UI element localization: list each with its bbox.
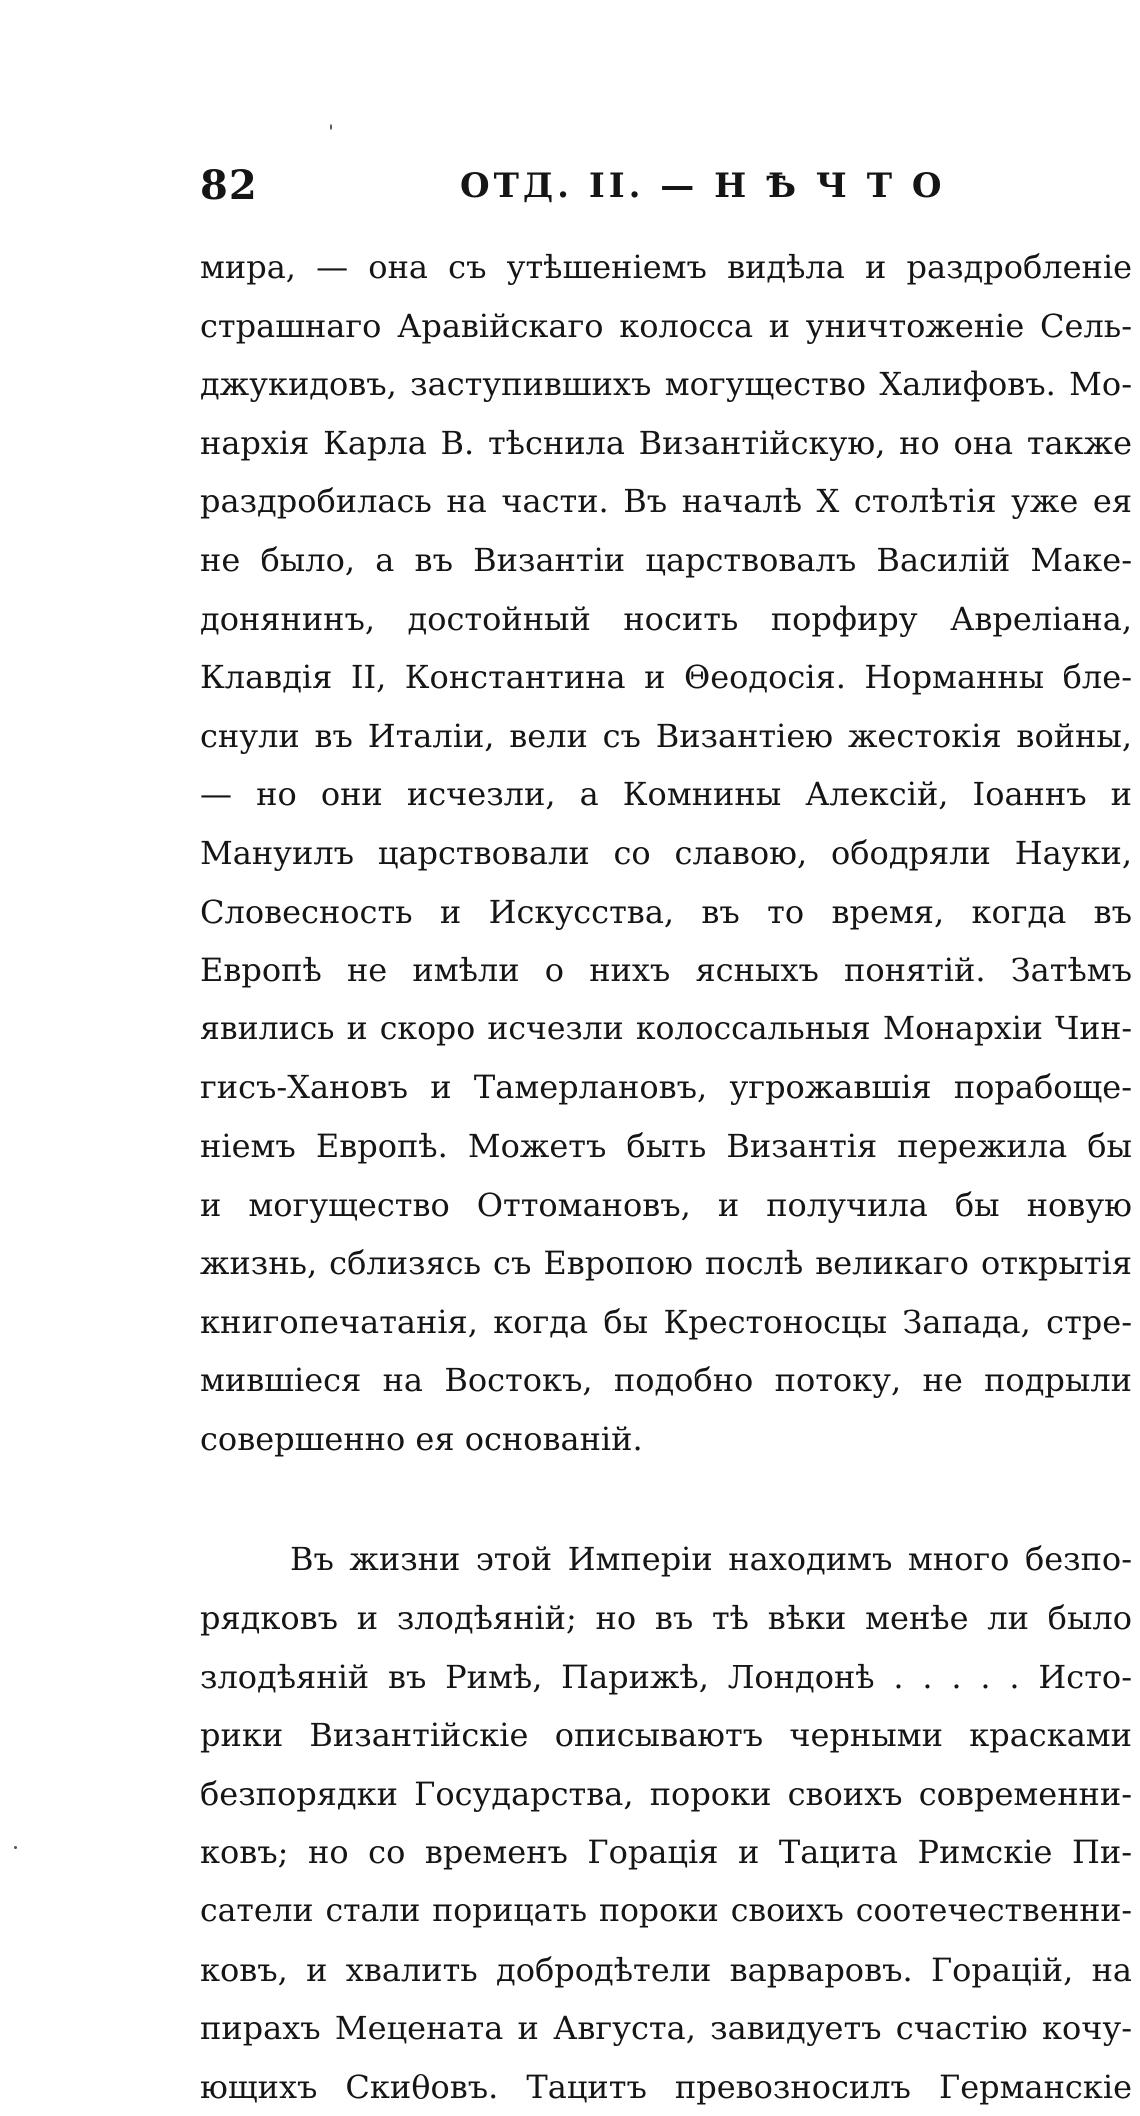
text-line: книгопечатанія, когда бы Крестоносцы Запада, стре- (200, 1302, 1132, 1341)
paragraph-2 (200, 1530, 1132, 2116)
text-line: ющихъ Скиθовъ. Тацитъ превозносилъ Германскіе (200, 2067, 1132, 2106)
text-line: пирахъ Мецената и Августа, завидуетъ счастію кочу- (200, 2009, 1132, 2048)
text-line: и могущество Оттомановъ, и получила бы новую (200, 1185, 1132, 1224)
scan-speck (14, 1846, 17, 1849)
text-line: гисъ-Хановъ и Тамерлановъ, угрожавшія порабоще- (200, 1068, 1132, 1107)
text-line: Клавдія II, Константина и Θеодосія. Норманны бле- (200, 658, 1132, 697)
text-line: мира, — она съ утѣшеніемъ видѣла и раздробленіе (200, 248, 1132, 286)
text-line: снули въ Италіи, вели съ Византіею жестокія войны, (200, 716, 1132, 755)
text-line: безпорядки Государства, пороки своихъ современни- (200, 1774, 1132, 1813)
text-line: злодѣяній въ Римѣ, Парижѣ, Лондонѣ . . . . . Исто- (200, 1657, 1132, 1696)
page-number: 82 (200, 162, 258, 209)
text-line: ковъ; но со временъ Горація и Тацита Римскіе Пи- (200, 1833, 1132, 1872)
text-line: рики Византійскіе описываютъ черными красками (200, 1716, 1132, 1755)
text-line: Мануилъ царствовали со славою, ободряли Науки, (200, 833, 1132, 872)
text-line: страшнаго Аравійскаго колосса и уничтоженіе Сель- (200, 306, 1132, 345)
text-line: Европѣ не имѣли о нихъ ясныхъ понятій. Затѣмъ (200, 951, 1132, 990)
text-line: ніемъ Европѣ. Можетъ быть Византія пережила бы (200, 1126, 1132, 1165)
running-head: ОТД. II. — Н Ѣ Ч Т О (460, 166, 946, 206)
text-line: нархія Карла В. тѣснила Византійскую, но она также (200, 423, 1132, 462)
body-text (200, 238, 1132, 2116)
text-line: — но они исчезли, а Комнины Алексій, Іоаннъ и (200, 775, 1132, 814)
page-header (200, 162, 960, 212)
text-line: раздробилась на части. Въ началѣ X столѣтія уже ея (200, 482, 1132, 521)
text-line: не было, а въ Византіи царствовалъ Василій Маке- (200, 540, 1132, 579)
text-line: совершенно ея основаній. (200, 1419, 643, 1458)
text-line: сатели стали порицать пороки своихъ соотечественни- (200, 1893, 1132, 1930)
paragraph-gap (200, 1468, 1132, 1530)
text-line: мившіеся на Востокъ, подобно потоку, не подрыли (200, 1361, 1132, 1400)
text-line: рядковъ и злодѣяній; но въ тѣ вѣки менѣе ли было (200, 1599, 1132, 1638)
text-line: ковъ, и хвалить добродѣтели варваровъ. Горацій, на (200, 1950, 1132, 1989)
text-line: Словесность и Искусства, въ то время, когда въ (200, 892, 1132, 931)
text-line: джукидовъ, заступившихъ могущество Халифовъ. Мо- (200, 365, 1132, 404)
paragraph-1 (200, 238, 1132, 1468)
text-line: жизнь, сблизясь съ Европою послѣ великаго открытія (200, 1244, 1132, 1283)
text-line: Въ жизни этой Имперіи находимъ много безпо- (290, 1540, 1132, 1579)
scan-speck (330, 124, 332, 130)
text-line: явились и скоро исчезли колоссальныя Монархіи Чин- (200, 1010, 1132, 1047)
text-line: донянинъ, достойный носить порфиру Авреліана, (200, 599, 1132, 638)
